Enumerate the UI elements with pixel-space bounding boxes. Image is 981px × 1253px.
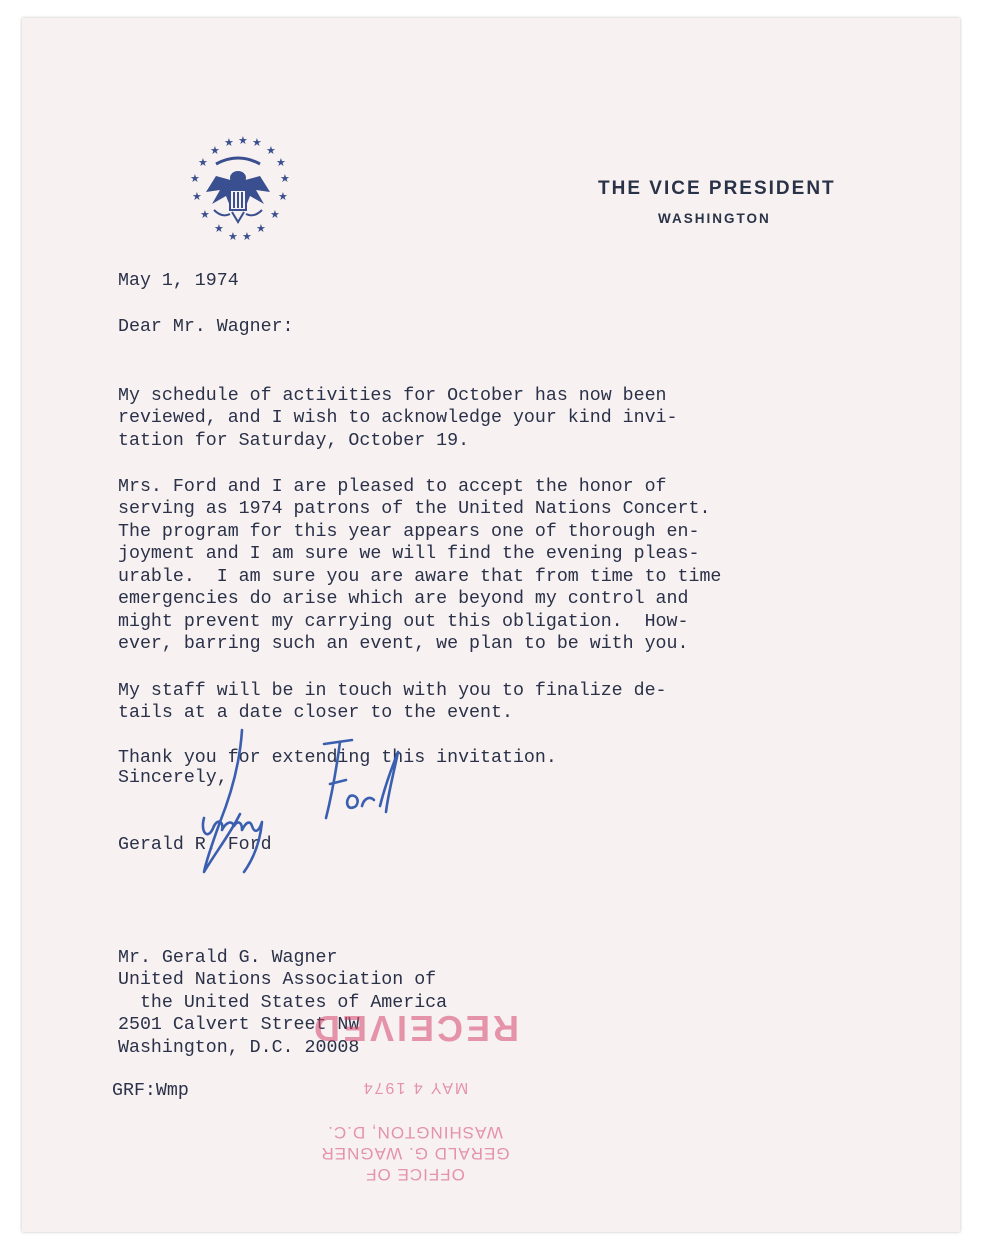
svg-text:★: ★ xyxy=(238,134,248,147)
salutation: Dear Mr. Wagner: xyxy=(118,317,294,337)
svg-text:★: ★ xyxy=(192,190,202,203)
stamp-office-line: OFFICE OF xyxy=(365,1165,465,1184)
paragraph-line: might prevent my carrying out this obligation. How- xyxy=(118,611,689,632)
svg-text:★: ★ xyxy=(278,190,288,203)
letter-date: May 1, 1974 xyxy=(118,271,239,291)
stamp-date: MAY 4 1974 xyxy=(361,1079,469,1096)
paragraph-line: emergencies do arise which are beyond my control and xyxy=(118,589,689,609)
svg-text:★: ★ xyxy=(252,136,262,149)
svg-text:★: ★ xyxy=(270,208,280,221)
typist-initials: GRF:Wmp xyxy=(112,1081,189,1101)
letterhead-city: WASHINGTON xyxy=(658,211,771,226)
address-line: Washington, D.C. 20008 xyxy=(118,1037,360,1058)
svg-text:★: ★ xyxy=(210,144,220,157)
svg-text:★: ★ xyxy=(214,222,224,235)
letterhead-title: THE VICE PRESIDENT xyxy=(598,178,836,199)
vice-presidential-seal-icon xyxy=(186,134,290,244)
paragraph-line: tails at a date closer to the event. xyxy=(118,703,513,723)
stamp-received-label: RECEIVED xyxy=(310,1008,520,1049)
paragraph-line: My staff will be in touch with you to finalize de- xyxy=(118,680,667,701)
stamp-office-line: WASHINGTON, D.C. xyxy=(327,1123,503,1142)
svg-text:★: ★ xyxy=(242,230,252,243)
svg-text:★: ★ xyxy=(198,156,208,169)
received-stamp xyxy=(285,985,545,1195)
svg-text:★: ★ xyxy=(224,136,234,149)
address-line: Mr. Gerald G. Wagner xyxy=(118,947,338,968)
paragraph-line: tation for Saturday, October 19. xyxy=(118,430,470,451)
stamp-office-line: GERALD G. WAGNER xyxy=(320,1144,510,1163)
svg-text:★: ★ xyxy=(276,156,286,169)
svg-text:★: ★ xyxy=(280,172,290,185)
paragraph-line: Mrs. Ford and I are pleased to accept the honor of xyxy=(118,476,667,497)
paragraph-line: serving as 1974 patrons of the United Nations Concert. xyxy=(118,499,711,519)
paragraph-line: ever, barring such an event, we plan to be with you. xyxy=(118,634,689,654)
svg-text:★: ★ xyxy=(200,208,210,221)
paragraph-line: The program for this year appears one of thorough en- xyxy=(118,521,700,542)
address-line: the United States of America xyxy=(118,992,448,1013)
address-line: United Nations Association of xyxy=(118,970,437,990)
paragraph-line: Thank you for extending this invitation. xyxy=(118,747,557,768)
paragraph-2 xyxy=(118,453,721,678)
paragraph-line: My schedule of activities for October has now been xyxy=(118,385,667,406)
signature-icon xyxy=(180,722,420,892)
paragraph-line: urable. I am sure you are aware that from time to time xyxy=(118,566,722,587)
paragraph-line: joyment and I am sure we will find the evening pleas- xyxy=(118,544,700,564)
signer-name: Gerald R. Ford xyxy=(118,835,272,855)
closing: Sincerely, xyxy=(118,768,228,788)
address-line: 2501 Calvert Street NW xyxy=(118,1015,360,1035)
svg-text:★: ★ xyxy=(256,222,266,235)
paragraph-line: reviewed, and I wish to acknowledge your kind invi- xyxy=(118,408,678,428)
svg-text:★: ★ xyxy=(228,230,238,243)
svg-text:★: ★ xyxy=(190,172,200,185)
svg-text:★: ★ xyxy=(266,144,276,157)
